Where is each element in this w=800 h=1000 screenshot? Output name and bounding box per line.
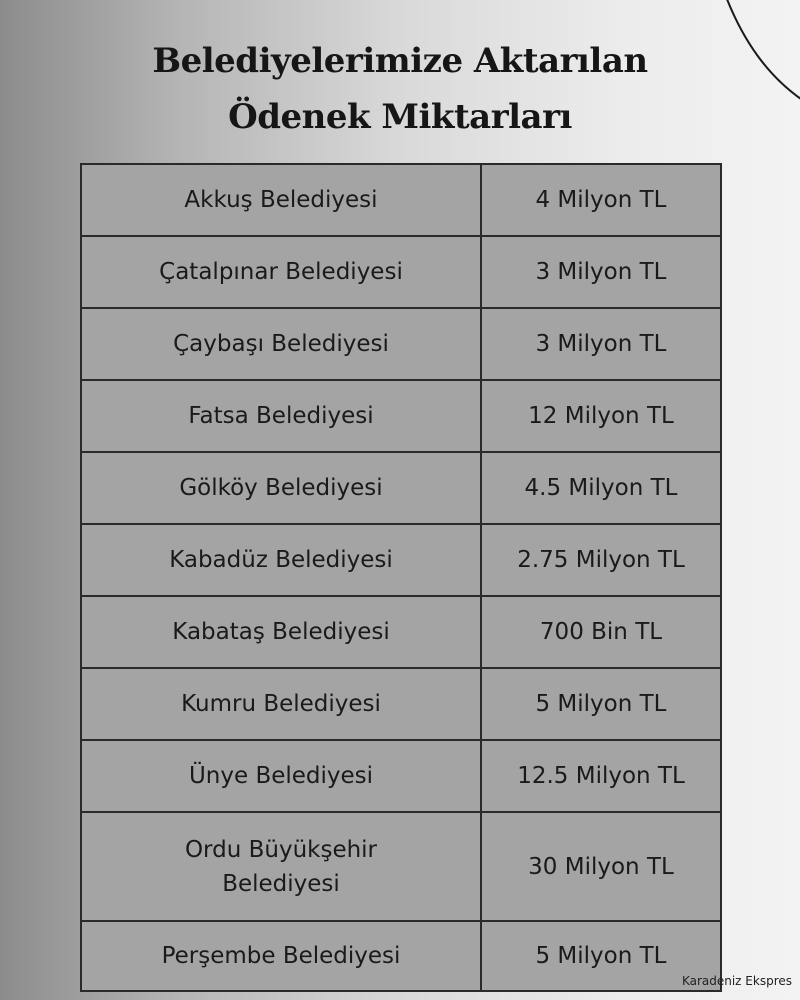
municipality-name: Kumru Belediyesi	[81, 668, 481, 740]
municipality-name: Perşembe Belediyesi	[81, 921, 481, 991]
title-line-1: Belediyelerimize Aktarılan	[152, 40, 648, 81]
municipality-name: Çaybaşı Belediyesi	[81, 308, 481, 380]
table-row	[81, 668, 721, 740]
allocation-table	[80, 163, 722, 992]
municipality-name-line-1: Ordu Büyükşehir	[184, 836, 378, 863]
allocation-amount: 700 Bin TL	[481, 596, 721, 668]
allocation-amount: 3 Milyon TL	[481, 236, 721, 308]
allocation-amount: 5 Milyon TL	[481, 921, 721, 991]
watermark: Karadeniz Ekspres	[681, 974, 792, 988]
table-row	[81, 812, 721, 921]
municipality-name: Fatsa Belediyesi	[81, 380, 481, 452]
allocation-amount: 3 Milyon TL	[481, 308, 721, 380]
table-row	[81, 164, 721, 236]
title-line-2: Ödenek Miktarları	[228, 96, 572, 137]
municipality-name: Akkuş Belediyesi	[81, 164, 481, 236]
allocation-amount: 5 Milyon TL	[481, 668, 721, 740]
table-row	[81, 452, 721, 524]
table-row	[81, 380, 721, 452]
municipality-name: Gölköy Belediyesi	[81, 452, 481, 524]
municipality-name: Ünye Belediyesi	[81, 740, 481, 812]
municipality-name	[81, 812, 481, 921]
municipality-name: Kabataş Belediyesi	[81, 596, 481, 668]
municipality-name: Kabadüz Belediyesi	[81, 524, 481, 596]
page-title	[0, 33, 800, 145]
allocation-amount: 30 Milyon TL	[481, 812, 721, 921]
table-row	[81, 236, 721, 308]
table-row	[81, 524, 721, 596]
allocation-amount: 4.5 Milyon TL	[481, 452, 721, 524]
table-row	[81, 308, 721, 380]
allocation-amount: 4 Milyon TL	[481, 164, 721, 236]
allocation-amount: 12 Milyon TL	[481, 380, 721, 452]
table-row	[81, 596, 721, 668]
allocation-amount: 12.5 Milyon TL	[481, 740, 721, 812]
municipality-name: Çatalpınar Belediyesi	[81, 236, 481, 308]
municipality-name-line-2: Belediyesi	[222, 870, 340, 897]
table-row	[81, 921, 721, 991]
allocation-amount: 2.75 Milyon TL	[481, 524, 721, 596]
table-row	[81, 740, 721, 812]
